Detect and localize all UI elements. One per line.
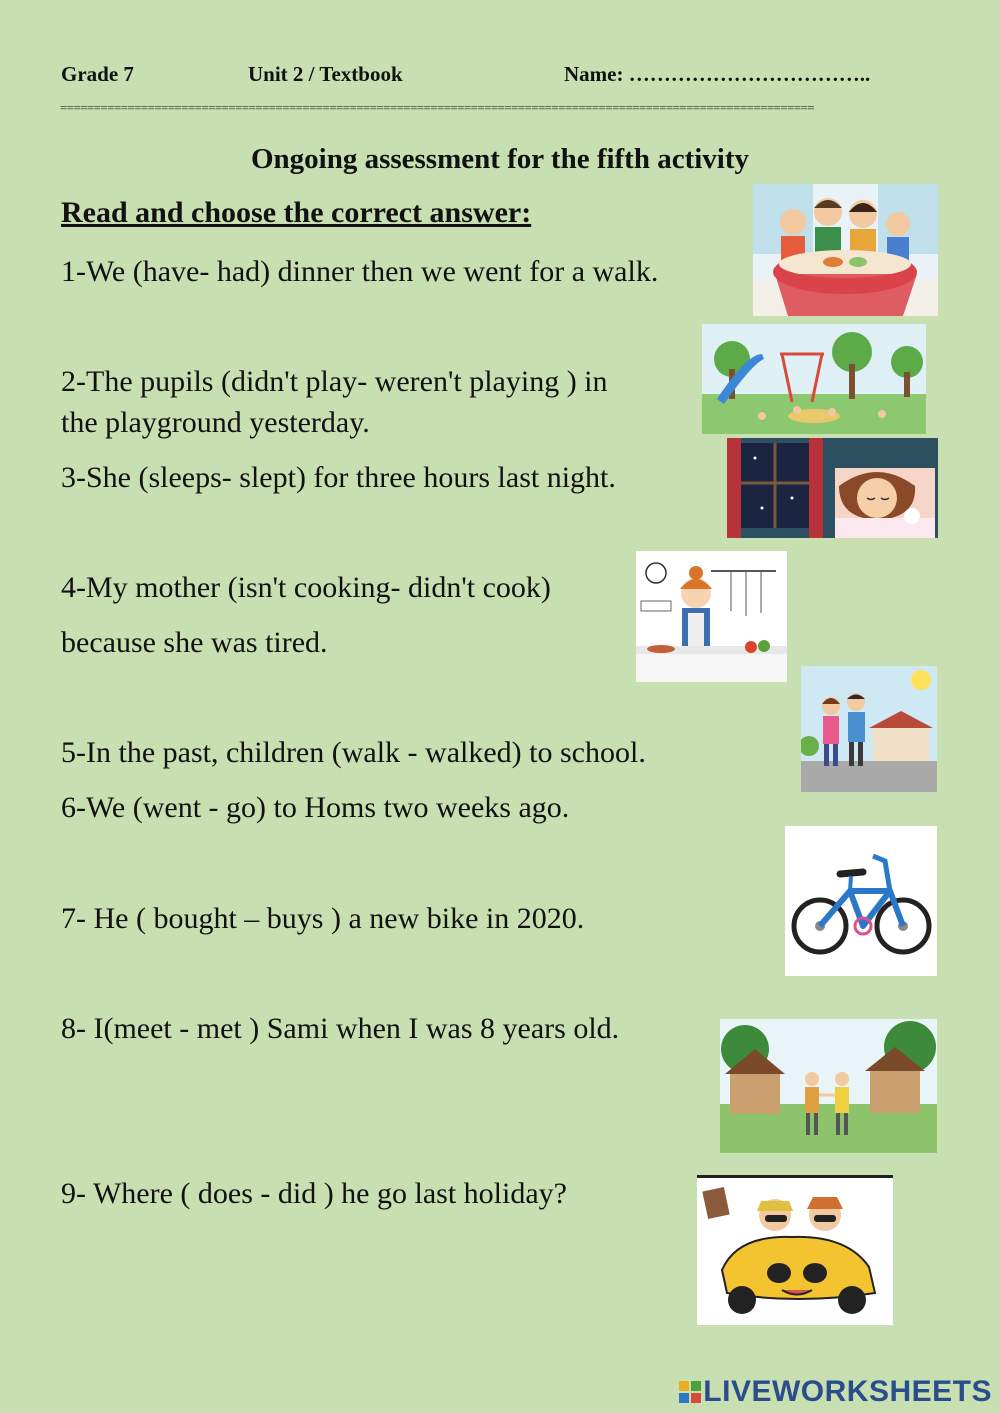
bicycle-image	[785, 826, 937, 976]
question-4-continued: because she was tired.	[61, 626, 328, 659]
sleeping-girl-image	[727, 438, 938, 538]
question-6: 6-We (went - go) to Homs two weeks ago.	[61, 791, 570, 824]
unit-label: Unit 2 / Textbook	[248, 62, 403, 86]
name-field[interactable]: Name: ……………………………..	[564, 62, 871, 86]
liveworksheets-logo	[679, 1375, 992, 1409]
children-walking-image	[801, 666, 937, 792]
instruction-heading: Read and choose the correct answer:	[61, 196, 532, 229]
grade-label: Grade 7	[61, 62, 134, 86]
family-dinner-image	[753, 184, 938, 316]
question-3: 3-She (sleeps- slept) for three hours last night.	[61, 461, 616, 494]
divider-line: ================================================================================================================	[60, 100, 814, 115]
holiday-car-image	[697, 1175, 893, 1325]
question-8: 8- I(meet - met ) Sami when I was 8 years old.	[61, 1012, 620, 1045]
tired-mother-cooking-image	[636, 551, 787, 682]
question-2: 2-The pupils (didn't play- weren't playing ) in	[61, 365, 608, 398]
question-7: 7- He ( bought – buys ) a new bike in 2020.	[61, 902, 585, 935]
question-1: 1-We (have- had) dinner then we went for a walk.	[61, 255, 659, 288]
people-meeting-image	[720, 1019, 937, 1153]
question-9: 9- Where ( does - did ) he go last holiday?	[61, 1177, 567, 1210]
question-2-continued: the playground yesterday.	[61, 406, 370, 439]
playground-image	[702, 324, 926, 434]
liveworksheets-icon	[679, 1381, 701, 1403]
question-4: 4-My mother (isn't cooking- didn't cook)	[61, 571, 551, 604]
question-5: 5-In the past, children (walk - walked) to school.	[61, 736, 646, 769]
page-title: Ongoing assessment for the fifth activity	[250, 143, 750, 175]
brand-text: LIVEWORKSHEETS	[703, 1375, 992, 1408]
